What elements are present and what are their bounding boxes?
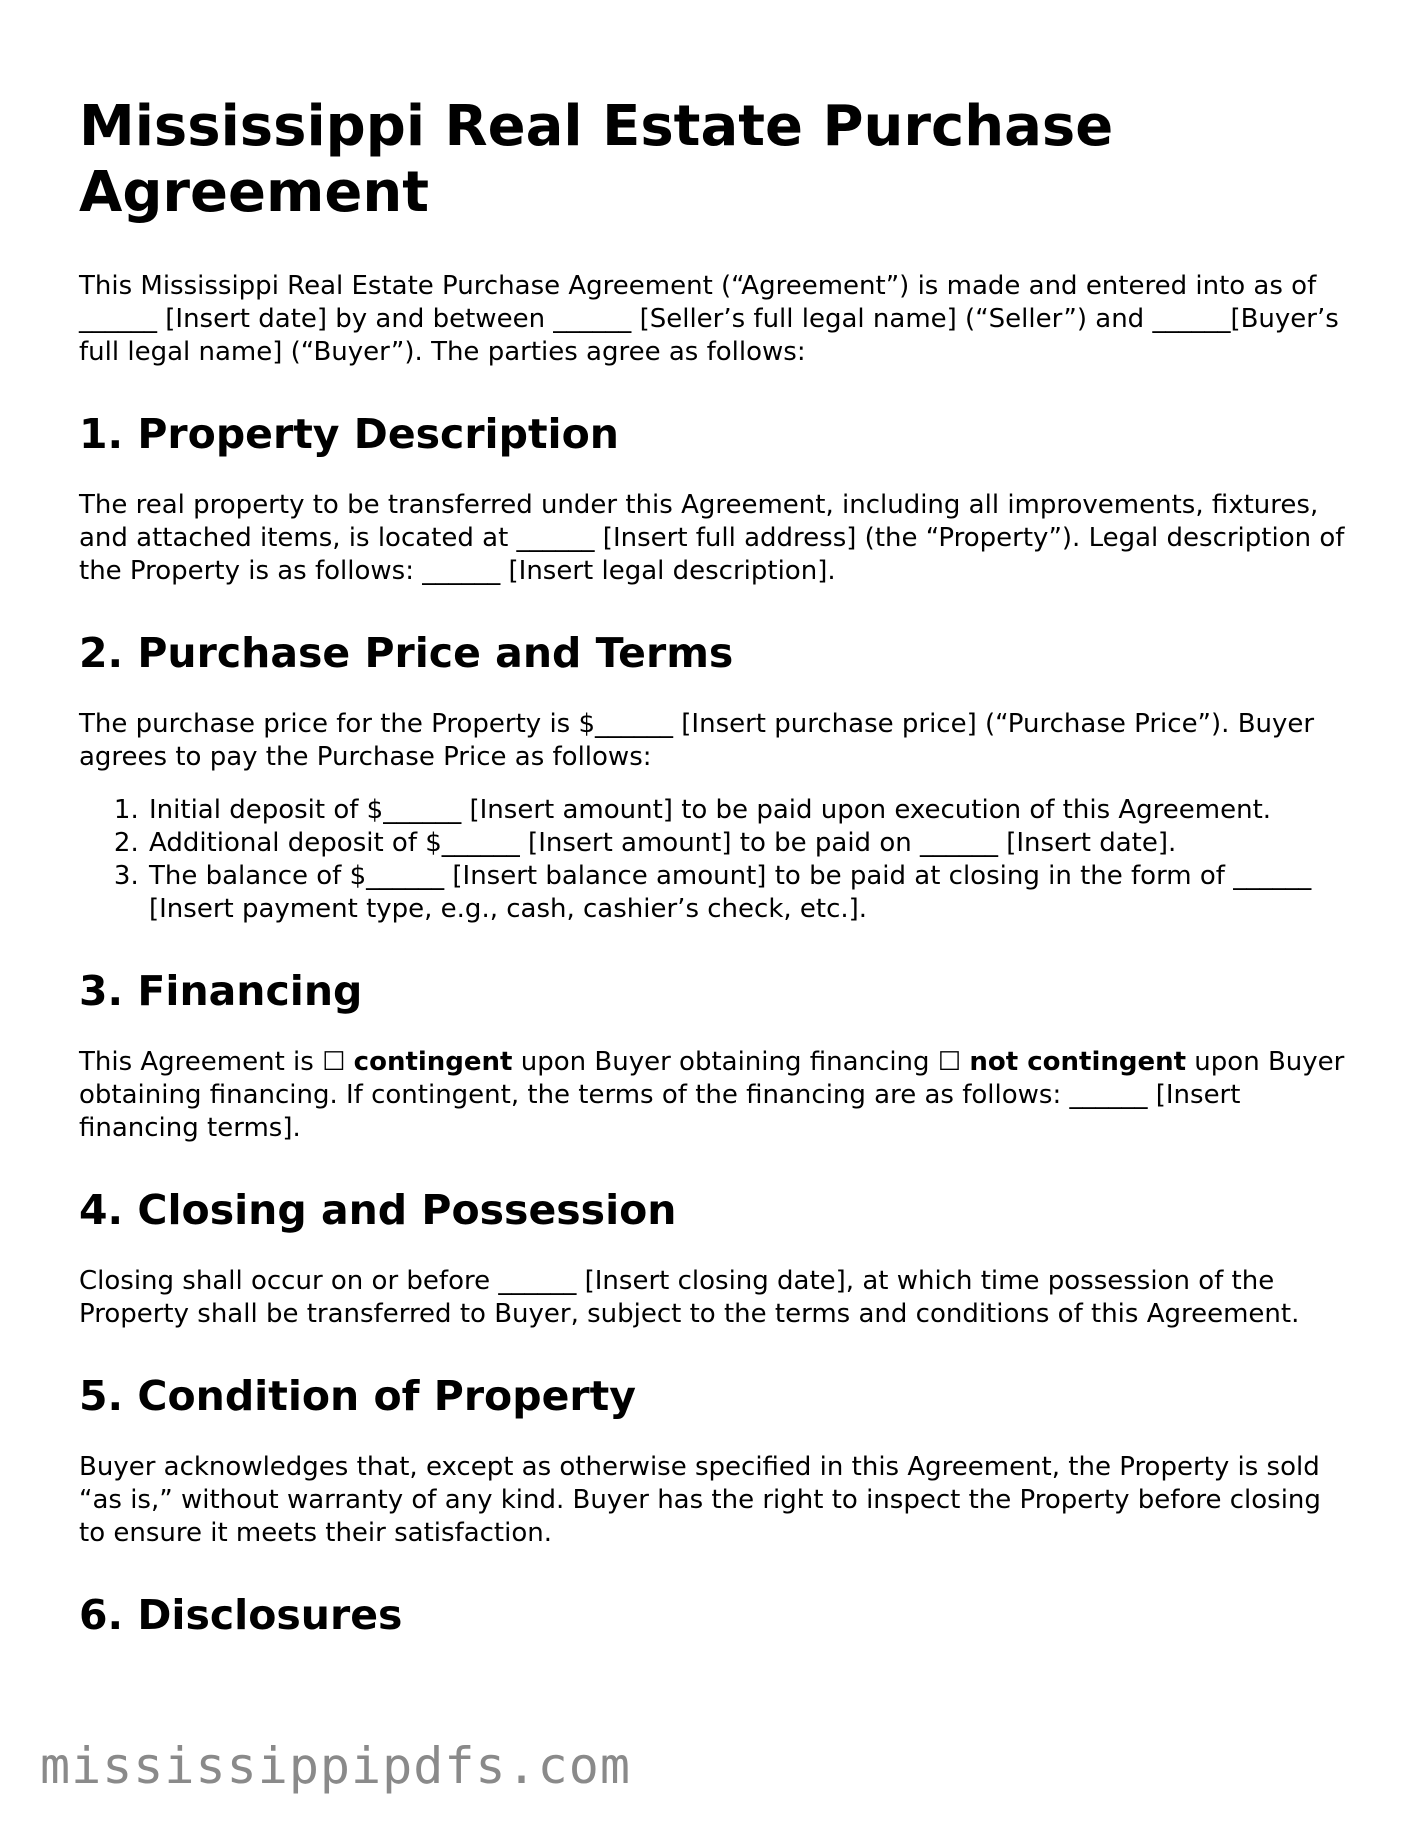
financing-text-3: upon Buyer obtaining financing. If contingent, the terms of the financing are as follows: ______ [Insert financing terms]. bbox=[79, 1047, 1345, 1143]
contingent-label: contingent bbox=[353, 1047, 513, 1077]
section-heading-financing: 3. Financing bbox=[79, 967, 363, 1015]
section-body-condition: Buyer acknowledges that, except as otherwise specified in this Agreement, the Property is sold “as is,” without warranty of any kind. Buyer has the right to inspect the Property before closing to ensure it meets their satisfaction. bbox=[79, 1452, 1321, 1548]
section-heading-disclosures: 6. Disclosures bbox=[79, 1591, 403, 1639]
list-item: 2. Additional deposit of $______ [Insert amount] to be paid on ______ [Insert date]. bbox=[147, 827, 1349, 860]
section-heading-price: 2. Purchase Price and Terms bbox=[79, 629, 734, 677]
list-item: 1. Initial deposit of $______ [Insert amount] to be paid upon execution of this Agreement. bbox=[147, 794, 1349, 827]
section-body-closing: Closing shall occur on or before ______ [Insert closing date], at which time possession of the Property shall be transferred to Buyer, subject to the terms and conditions of this Agreement. bbox=[79, 1266, 1300, 1329]
financing-text-2: upon Buyer obtaining financing ☐ bbox=[512, 1047, 970, 1077]
document-title: Mississippi Real Estate Purchase Agreement bbox=[79, 94, 1114, 225]
section-heading-closing: 4. Closing and Possession bbox=[79, 1186, 677, 1234]
financing-text-1: This Agreement is ☐ bbox=[79, 1047, 354, 1077]
intro-paragraph: This Mississippi Real Estate Purchase Agreement (“Agreement”) is made and entered into as of ______ [Insert date] by and between ______ [Seller’s full legal name] (“Seller”) and ______[Buyer’s full legal name] (“Buyer”). The parties agree as follows: bbox=[79, 271, 1339, 367]
payment-list bbox=[79, 794, 1349, 926]
site-watermark: mississippipdfs.com bbox=[40, 1737, 631, 1795]
section-heading-condition: 5. Condition of Property bbox=[79, 1372, 636, 1420]
section-body-property: The real property to be transferred under this Agreement, including all improvements, fixtures, and attached items, is located at ______ [Insert full address] (the “Property”). Legal description of the Property is as follows: ______ [Insert legal description]. bbox=[79, 490, 1345, 586]
not-contingent-label: not contingent bbox=[969, 1047, 1187, 1077]
section-body-price: The purchase price for the Property is $______ [Insert purchase price] (“Purchase Price”). Buyer agrees to pay the Purchase Price as follows: bbox=[79, 709, 1315, 772]
section-heading-property: 1. Property Description bbox=[79, 410, 619, 458]
list-item: 3. The balance of $______ [Insert balance amount] to be paid at closing in the form of ______ [Insert payment type, e.g., cash, cashier’s check, etc.]. bbox=[147, 860, 1349, 926]
section-body-financing bbox=[79, 1046, 1349, 1145]
document-page bbox=[79, 94, 1349, 1670]
